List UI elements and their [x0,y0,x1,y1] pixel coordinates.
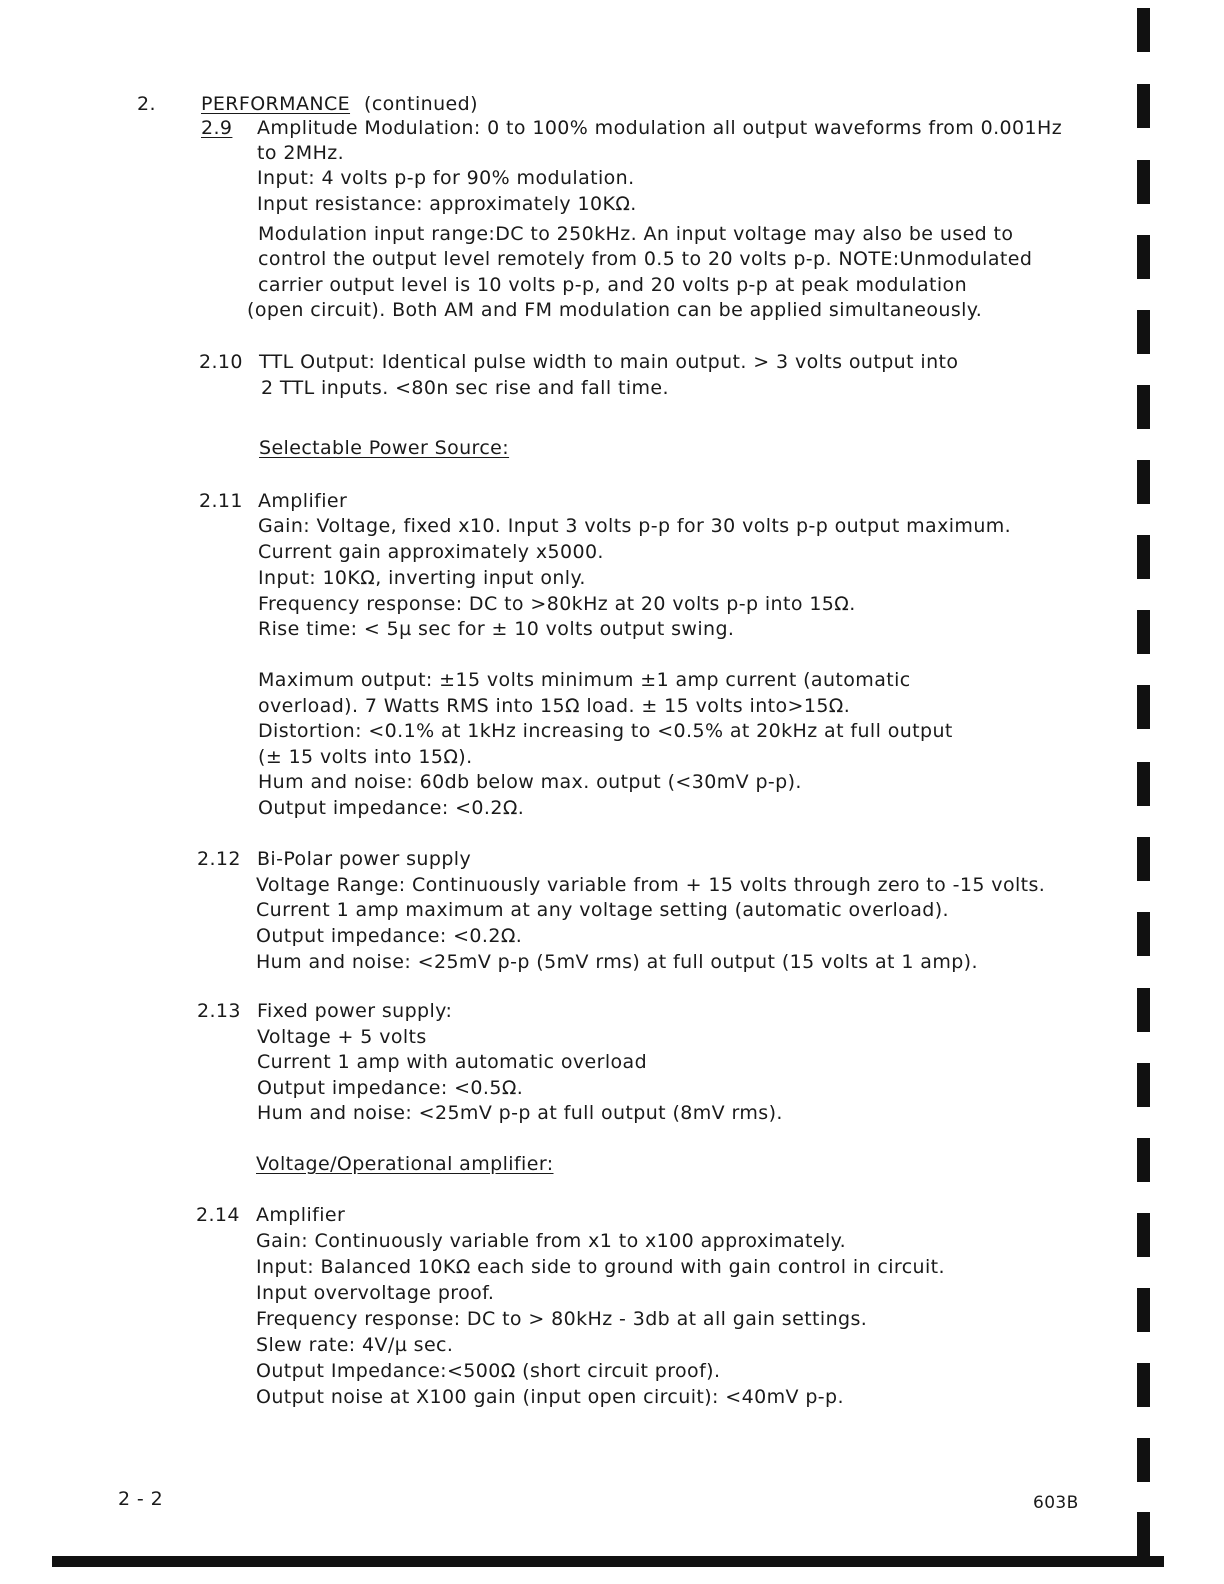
text-line: Hum and noise: <25mV p-p (5mV rms) at full output (15 volts at 1 amp). [256,951,978,973]
text-line: carrier output level is 10 volts p-p, and 20 volts p-p at peak modulation [258,274,968,296]
text-line: Output noise at X100 gain (input open circuit): <40mV p-p. [256,1386,844,1408]
text-line: Hum and noise: 60db below max. output (<30mV p-p). [258,771,802,793]
text-line: Voltage + 5 volts [257,1026,427,1048]
text-line: (± 15 volts into 15Ω). [258,746,473,768]
text-line: Amplifier [258,490,348,512]
change-bar [1137,1063,1150,1107]
change-bar [1137,1288,1150,1332]
text-line: overload). 7 Watts RMS into 15Ω load. ± 15 volts into>15Ω. [258,695,851,717]
text-line: Input resistance: approximately 10KΩ. [257,193,637,215]
item-number-2-14: 2.14 [196,1204,240,1226]
text-line: control the output level remotely from 0.5 to 20 volts p-p. NOTE:Unmodulated [258,248,1033,270]
item-number-2-10: 2.10 [199,351,243,373]
text-line: (open circuit). Both AM and FM modulation can be applied simultaneously. [247,299,983,321]
change-bar [1137,1213,1150,1257]
text-line: Distortion: <0.1% at 1kHz increasing to <0.5% at 20kHz at full output [258,720,953,742]
section-title-suffix: (continued) [364,93,478,115]
item-number-2-11: 2.11 [199,490,243,512]
change-bar [1137,988,1150,1032]
text-line: Voltage Range: Continuously variable from + 15 volts through zero to -15 volts. [256,874,1046,896]
change-bar [1137,1138,1150,1182]
change-bar [1137,837,1150,881]
change-bar [1137,160,1150,204]
item-number-2-9: 2.9 [201,117,233,139]
change-bar [1137,1512,1150,1556]
text-line: Rise time: < 5µ sec for ± 10 volts output swing. [258,618,735,640]
change-bar [1137,1438,1150,1482]
page-number: 2 - 2 [118,1488,164,1510]
text-line: Hum and noise: <25mV p-p at full output (8mV rms). [257,1102,783,1124]
item-number-2-13: 2.13 [197,1000,241,1022]
change-bar [1137,912,1150,956]
change-bar [1137,610,1150,654]
text-line: Output impedance: <0.5Ω. [257,1077,524,1099]
text-line: Output Impedance:<500Ω (short circuit proof). [256,1360,721,1382]
text-line: Output impedance: <0.2Ω. [256,925,523,947]
text-line: Modulation input range:DC to 250kHz. An input voltage may also be used to [258,223,1014,245]
model-number: 603B [1033,1493,1079,1513]
text-line: Bi-Polar power supply [257,848,472,870]
heading-voltage-operational-amplifier: Voltage/Operational amplifier: [256,1153,554,1175]
change-bar [1137,460,1150,504]
change-bar [1137,84,1150,128]
text-line: 2 TTL inputs. <80n sec rise and fall time. [261,377,669,399]
text-line: Slew rate: 4V/µ sec. [256,1334,454,1356]
text-line: Fixed power supply: [257,1000,453,1022]
text-line: Maximum output: ±15 volts minimum ±1 amp current (automatic [258,669,911,691]
text-line: Current gain approximately x5000. [258,541,604,563]
change-bar [1137,1363,1150,1407]
text-line: to 2MHz. [257,142,345,164]
text-line: Output impedance: <0.2Ω. [258,797,525,819]
text-line: TTL Output: Identical pulse width to main output. > 3 volts output into [259,351,959,373]
text-line: Input overvoltage proof. [256,1282,495,1304]
change-bar [1137,762,1150,806]
text-line: Current 1 amp with automatic overload [257,1051,648,1073]
bottom-border-line [52,1556,1164,1567]
text-line: Input: 4 volts p-p for 90% modulation. [257,167,635,189]
text-line: Gain: Continuously variable from x1 to x100 approximately. [256,1230,847,1252]
heading-selectable-power-source: Selectable Power Source: [259,437,510,459]
change-bar [1137,310,1150,354]
text-line: Input: 10KΩ, inverting input only. [258,567,586,589]
change-bar [1137,235,1150,279]
change-bar [1137,685,1150,729]
change-bar [1137,8,1150,52]
change-bar [1137,385,1150,429]
section-title: PERFORMANCE [201,93,351,115]
change-bar [1137,535,1150,579]
section-number: 2. [137,93,156,115]
text-line: Gain: Voltage, fixed x10. Input 3 volts p-p for 30 volts p-p output maximum. [258,515,1012,537]
text-line: Amplifier [256,1204,346,1226]
text-line: Current 1 amp maximum at any voltage setting (automatic overload). [256,899,949,921]
text-line: Frequency response: DC to > 80kHz - 3db at all gain settings. [256,1308,868,1330]
text-line: Frequency response: DC to >80kHz at 20 volts p-p into 15Ω. [258,593,856,615]
text-line: Amplitude Modulation: 0 to 100% modulation all output waveforms from 0.001Hz [257,117,1063,139]
text-line: Input: Balanced 10KΩ each side to ground with gain control in circuit. [256,1256,945,1278]
item-number-2-12: 2.12 [197,848,241,870]
